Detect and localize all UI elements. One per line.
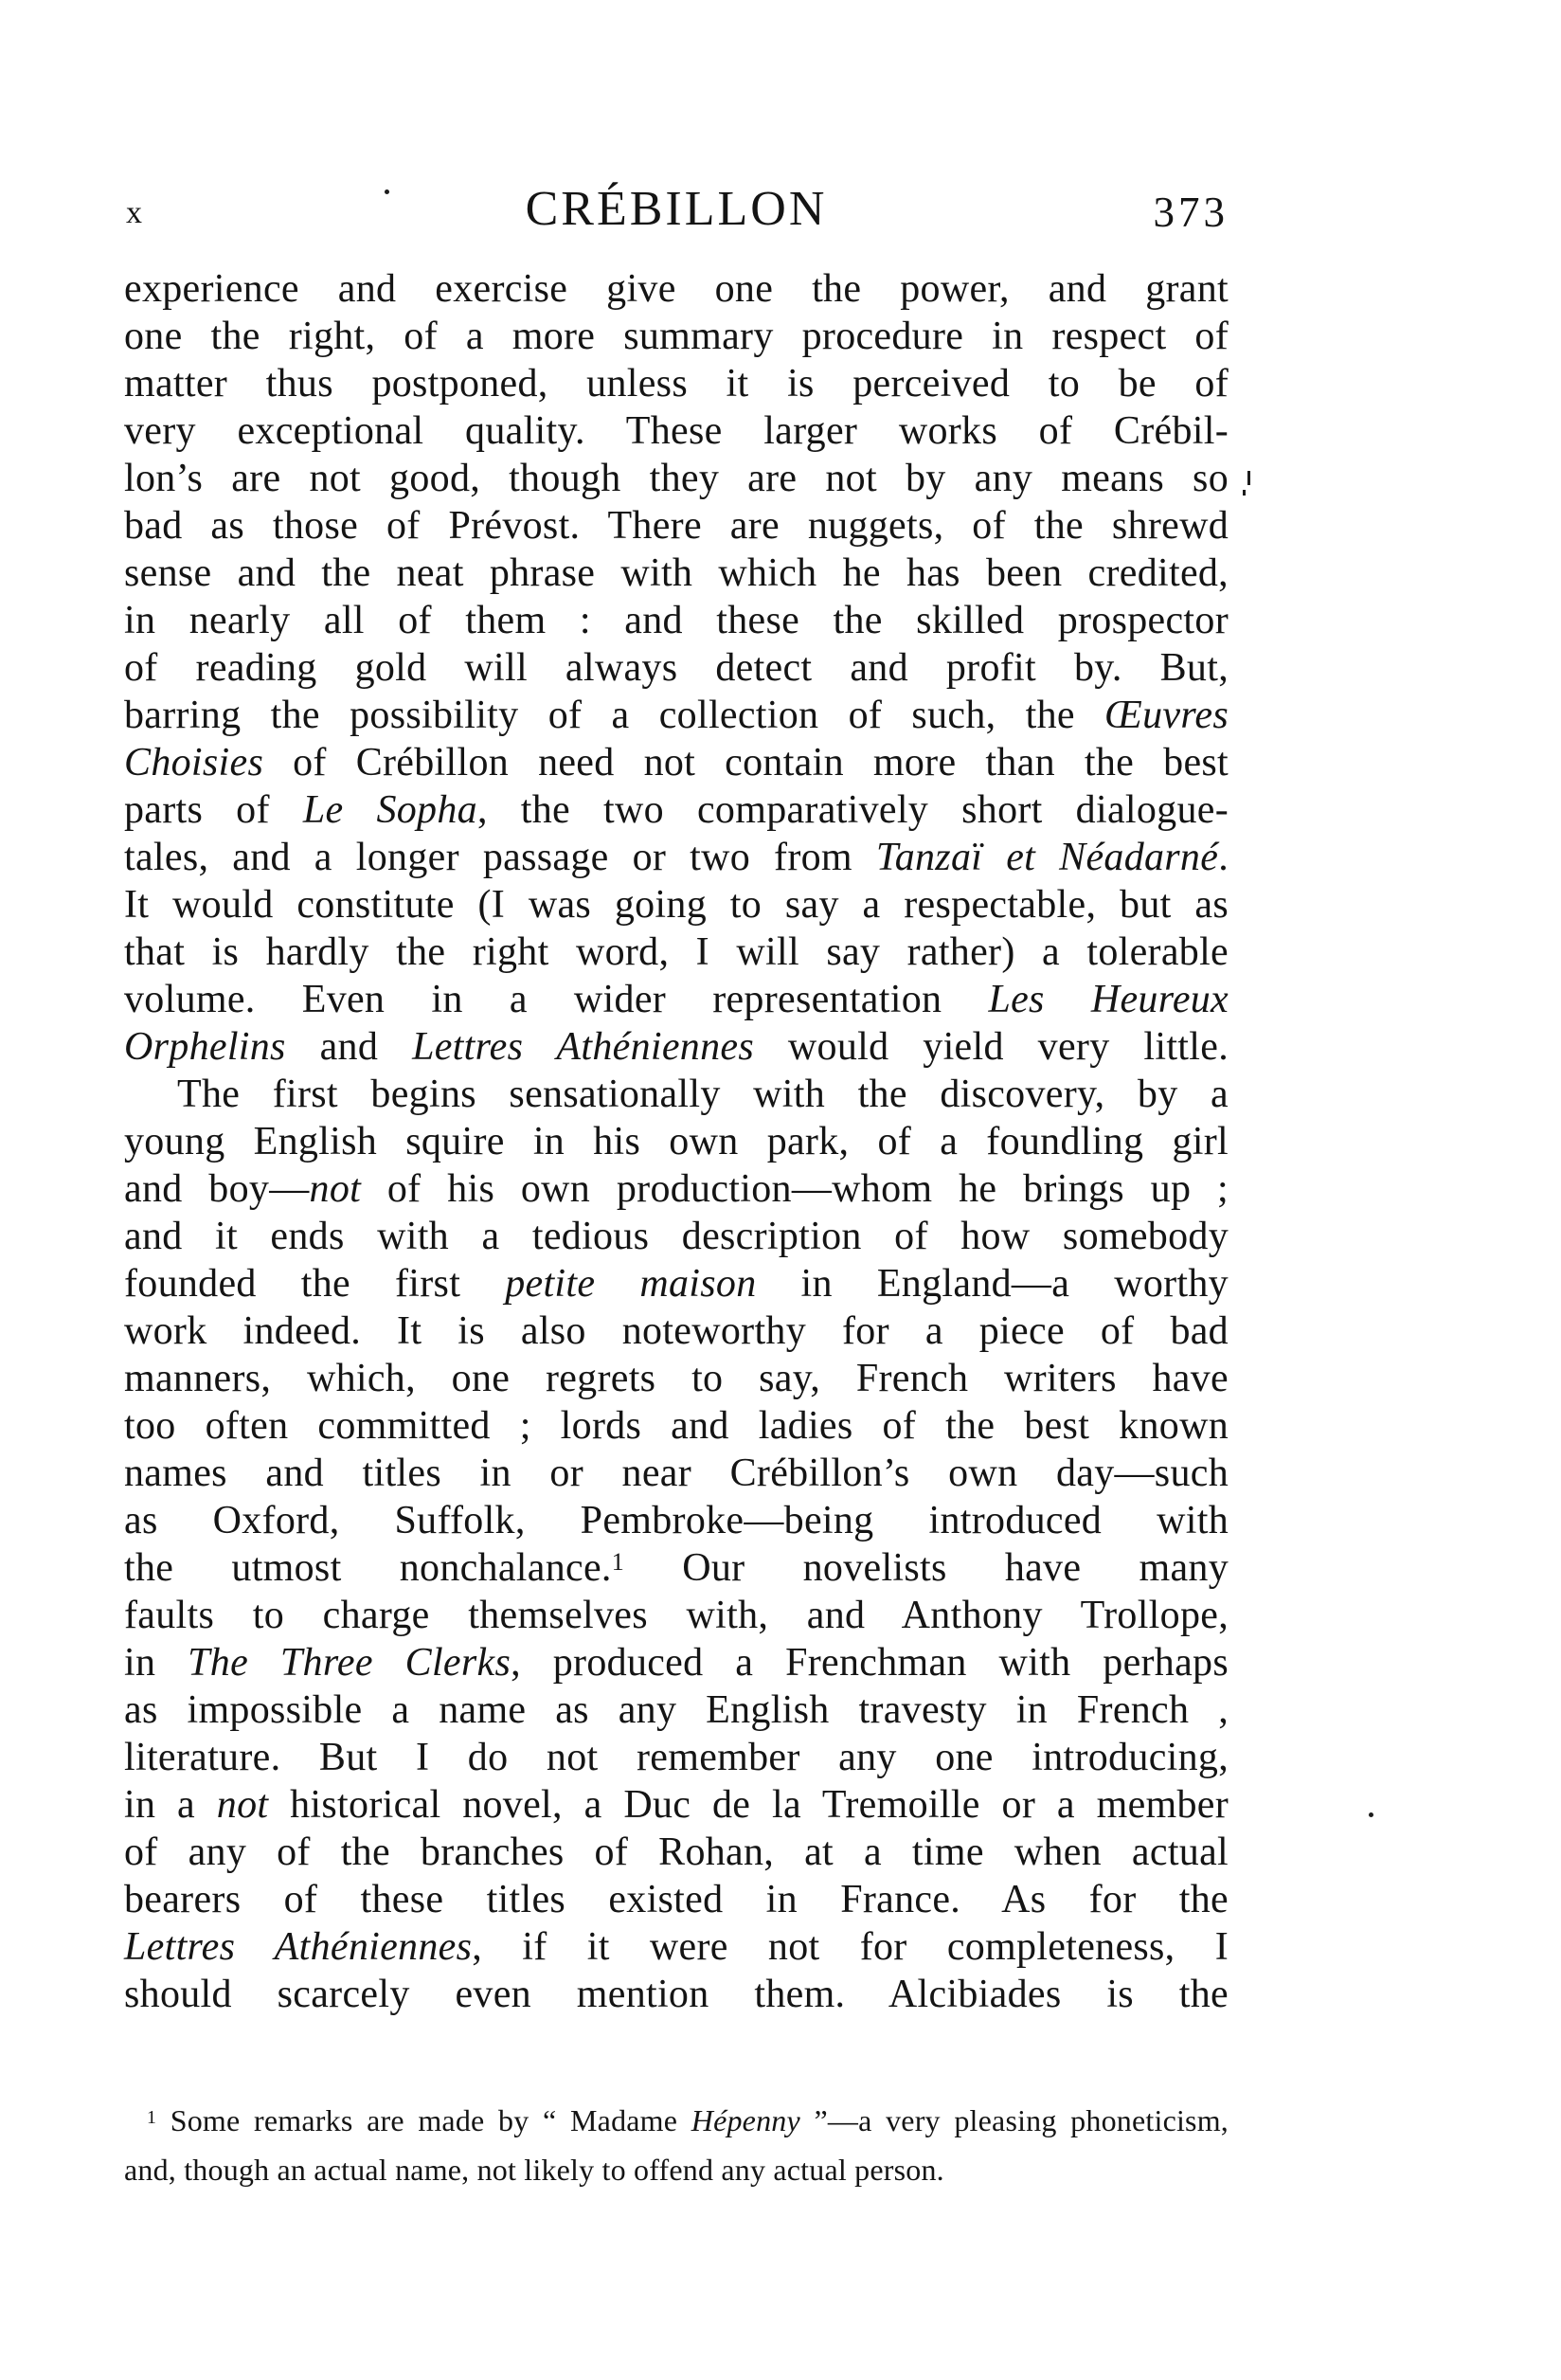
text-line [124,1213,1229,1260]
text-line [124,360,1229,407]
text-run: would yield very little. [753,1025,1229,1069]
text-run: historical novel, a Duc de la Tremoille or a member [268,1783,1229,1827]
text-line [124,1355,1229,1402]
footnote-reference: 1 [147,2106,157,2128]
italic-text: Lettres Athéniennes [124,1925,473,1969]
text-line [124,407,1229,455]
text-run: in [124,1641,188,1685]
text-line [124,1118,1229,1165]
text-run: literature. But I do not remember any one introducing, [124,1736,1229,1779]
text-run: of reading gold will always detect and profit by. But, [124,646,1229,690]
text-line [124,1497,1229,1544]
text-line [124,692,1229,739]
text-run: Some remarks are made by “ Madame [156,2103,691,2137]
text-line [124,1781,1229,1829]
text-run: sense and the neat phrase with which he has been credited, [124,551,1229,595]
text-run: of Crébillon need not contain more than the best [263,741,1229,784]
text-line [124,1450,1229,1497]
scan-speck [385,189,389,194]
text-line [124,1971,1229,2018]
text-run: of any of the branches of Rohan, at a time when actual [124,1830,1229,1874]
text-line [124,265,1229,313]
text-run: It would constitute (I was going to say a respectable, but as [124,883,1229,927]
text-line [124,976,1229,1023]
italic-text: Orphelins [124,1025,286,1069]
page-number: 373 [1153,189,1229,236]
text-line [124,929,1229,976]
text-line [124,1260,1229,1307]
italic-text: not [309,1167,362,1211]
text-run: and it ends with a tedious description of how somebody [124,1215,1229,1258]
text-line [124,1734,1229,1781]
text-run: as impossible a name as any English travesty in French , [124,1688,1229,1732]
text-line [124,786,1229,834]
text-line [124,1402,1229,1450]
text-line [124,597,1229,644]
text-run: Our novelists have many [624,1546,1229,1590]
text-line [124,1686,1229,1734]
text-run: ”—a very pleasing phoneticism, [799,2103,1229,2137]
scan-speck [1243,490,1246,496]
text-line [124,1923,1229,1971]
italic-text: Œuvres [1104,694,1229,737]
italic-text: Le Sopha [302,788,477,832]
text-line [124,739,1229,786]
text-run: in a [124,1783,217,1827]
text-line [124,1592,1229,1639]
running-head [124,180,1229,239]
text-line [124,881,1229,929]
text-run: and, though an actual name, not likely to offend any actual person. [124,2153,944,2187]
text-line [124,1829,1229,1876]
italic-text: The Three Clerks [188,1641,511,1685]
text-run: faults to charge themselves with, and Anthony Trollope, [124,1594,1229,1637]
text-run: of his own production—whom he brings up ; [361,1167,1229,1211]
text-run: manners, which, one regrets to say, French writers have [124,1357,1229,1400]
text-run: The first begins sensationally with the discovery, by a [177,1073,1229,1116]
text-run: bearers of these titles existed in France. As for the [124,1878,1229,1921]
italic-text: not [216,1783,269,1827]
text-run: the utmost nonchalance. [124,1546,612,1590]
italic-text: Tanzaï et Néadarné [875,836,1219,879]
text-line [124,1023,1229,1071]
text-run: and boy— [124,1167,310,1211]
page-title: CRÉBILLON [525,182,828,236]
text-run: matter thus postponed, unless it is perceived to be of [124,362,1229,406]
text-run: as Oxford, Suffolk, Pembroke—being introduced with [124,1499,1229,1542]
text-run: founded the first [124,1262,506,1306]
text-line [124,1165,1229,1213]
scan-speck [1369,1812,1373,1817]
text-run: barring the possibility of a collection of such, the [124,694,1105,737]
text-run: experience and exercise give one the power, and grant [124,267,1229,311]
italic-text: petite maison [505,1262,757,1306]
text-run: , produced a Frenchman with perhaps [511,1641,1229,1685]
text-run: names and titles in or near Crébillon’s own day—such [124,1451,1229,1495]
text-run: one the right, of a more summary procedure in respect of [124,315,1229,358]
italic-text: Les Heureux [988,978,1229,1021]
text-line [124,1307,1229,1355]
text-line [124,550,1229,597]
text-line [124,834,1229,881]
text-run: too often committed ; lords and ladies of the best known [124,1404,1229,1448]
text-line [124,2096,1229,2145]
text-line [124,1639,1229,1686]
text-run: parts of [124,788,303,832]
italic-text: Hépenny [691,2103,800,2137]
text-run: young English squire in his own park, of a foundling girl [124,1120,1229,1163]
text-run: lon’s are not good, though they are not by any means so [124,457,1229,500]
signature-mark: x [126,195,142,230]
text-line [124,502,1229,550]
text-run: in England—a worthy [756,1262,1229,1306]
text-run: volume. Even in a wider representation [124,978,989,1021]
text-run: bad as those of Prévost. There are nuggets, of the shrewd [124,504,1229,548]
text-run: , the two comparatively short dialogue- [476,788,1229,832]
footnote-reference: 1 [611,1548,625,1577]
text-line [124,1544,1229,1592]
text-run: should scarcely even mention them. Alcibiades is the [124,1973,1229,2016]
text-run: very exceptional quality. These larger works of Crébil- [124,409,1229,453]
italic-text: Choisies [124,741,264,784]
text-run: and [285,1025,413,1069]
text-line [124,455,1229,502]
italic-text: Lettres Athéniennes [412,1025,754,1069]
text-line [124,2145,1229,2194]
text-line [124,1876,1229,1923]
text-run: tales, and a longer passage or two from [124,836,876,879]
scan-speck [1247,471,1250,485]
text-run: work indeed. It is also noteworthy for a piece of bad [124,1309,1229,1353]
text-line [124,644,1229,692]
text-run: . [1218,836,1229,879]
text-line [124,1071,1229,1118]
text-run: that is hardly the right word, I will say rather) a tolerable [124,930,1229,974]
text-line [124,313,1229,360]
footnote [124,2096,1229,2194]
body-text [124,265,1229,2018]
text-run: , if it were not for completeness, I [472,1925,1229,1969]
text-run: in nearly all of them : and these the skilled prospector [124,599,1229,642]
